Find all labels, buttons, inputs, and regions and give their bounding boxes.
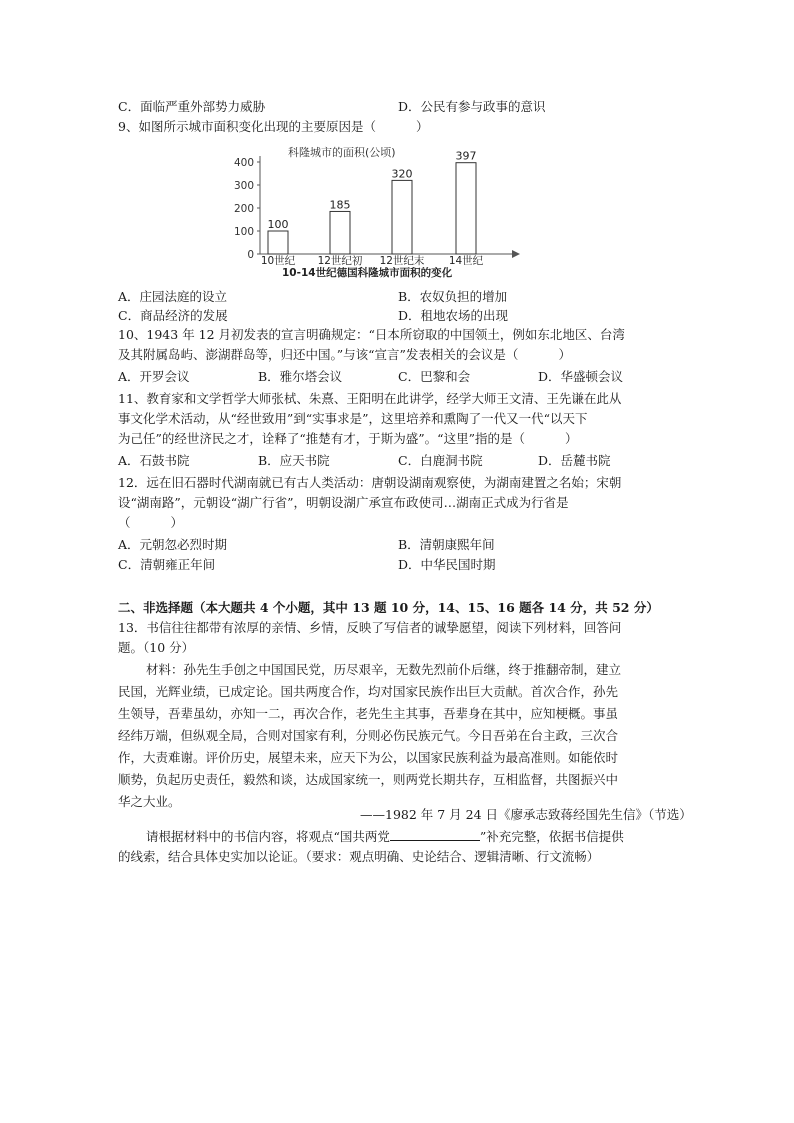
bar-value-label: 100 bbox=[267, 218, 289, 231]
q11-option-b: B．应天书院 bbox=[258, 453, 330, 468]
q12-line3-text: （ bbox=[118, 515, 131, 530]
q12-option-c: C．清朝雍正年间 bbox=[118, 557, 216, 572]
q9-stem-text: 9、如图所示城市面积变化出现的主要原因是（ bbox=[118, 119, 376, 134]
q11-line2: 事文化学术活动，从“经世致用”到“实事求是”，这里培养和熏陶了一代又一代“以天下 bbox=[118, 411, 588, 426]
q10-option-a: A．开罗会议 bbox=[118, 369, 190, 384]
q13-material-line2: 民国，光辉业绩，已成定论。国共两度合作，均对国家民族作出巨大贡献。首次合作，孙先 bbox=[118, 684, 619, 699]
q11-line3-close: ） bbox=[564, 431, 578, 446]
q10-line2 bbox=[118, 346, 571, 364]
q11-option-a: A．石鼓书院 bbox=[118, 453, 190, 468]
q8-option-c: C．面临严重外部势力威胁 bbox=[118, 99, 266, 114]
q10-line2-close: ） bbox=[558, 347, 571, 362]
q10-option-c: C．巴黎和会 bbox=[398, 369, 471, 384]
q13-task-line1 bbox=[146, 828, 624, 846]
section2-heading: 二、非选择题（本大题共 4 个小题，其中 13 题 10 分，14、15、16 题各 14 分，共 52 分） bbox=[118, 600, 659, 615]
bar bbox=[456, 163, 476, 254]
q13-material-line1: 材料：孙先生手创之中国国民党，历尽艰辛，无数先烈前仆后继，终于推翻帝制，建立 bbox=[146, 662, 622, 677]
q9-stem-close: ） bbox=[415, 119, 429, 134]
q10-option-b: B．雅尔塔会议 bbox=[258, 369, 343, 384]
bar-value-label: 397 bbox=[455, 149, 477, 163]
q9-option-b: B．农奴负担的增加 bbox=[398, 289, 508, 304]
x-category-label: 12世纪末 bbox=[379, 255, 425, 267]
bar bbox=[330, 211, 350, 254]
x-axis-arrow bbox=[512, 250, 520, 258]
bar-chart bbox=[222, 142, 522, 282]
q10-line1: 10、1943 年 12 月初发表的宣言明确规定：“日本所窃取的中国领土，例如东北地区、台湾 bbox=[118, 327, 625, 342]
q11-line1: 11、教育家和文学哲学大师张栻、朱熹、王阳明在此讲学，经学大师王文清、王先谦在此从 bbox=[118, 391, 622, 406]
bar bbox=[268, 231, 288, 254]
chart-caption: 10-14世纪德国科隆城市面积的变化 bbox=[282, 267, 453, 279]
q13-line1: 13．书信往往都带有浓厚的亲情、乡情，反映了写信者的诚挚愿望，阅读下列材料，回答问 bbox=[118, 620, 622, 635]
q12-line3-close: ） bbox=[170, 515, 184, 530]
bar bbox=[392, 180, 412, 254]
y-tick-label: 100 bbox=[233, 226, 254, 238]
q11-option-d: D．岳麓书院 bbox=[538, 453, 611, 468]
q9-option-d: D．租地农场的出现 bbox=[398, 308, 509, 323]
q11-line3-text: 为己任”的经世济民之才，诠释了“推楚有才，于斯为盛”。“这里”指的是（ bbox=[118, 431, 525, 446]
q10-option-d: D．华盛顿会议 bbox=[538, 369, 624, 384]
q13-material-line6: 顺势，负起历史责任，毅然和谈，达成国家统一，则两党长期共存，互相监督，共图振兴中 bbox=[118, 772, 619, 787]
q12-line3 bbox=[118, 514, 183, 532]
q9-stem bbox=[118, 118, 428, 136]
y-tick-label: 400 bbox=[233, 157, 254, 169]
q11-option-c: C．白鹿洞书院 bbox=[398, 453, 483, 468]
q8-option-d: D．公民有参与政事的意识 bbox=[398, 99, 546, 114]
q13-line2: 题。（10 分） bbox=[118, 640, 195, 655]
bar-value-label: 185 bbox=[329, 198, 351, 212]
q13-source: ——1982 年 7 月 24 日《廖承志致蒋经国先生信》（节选） bbox=[360, 807, 692, 822]
bar-value-label: 320 bbox=[391, 167, 413, 181]
y-tick-label: 300 bbox=[233, 180, 254, 192]
q12-option-a: A．元朝忽必烈时期 bbox=[118, 537, 228, 552]
q9-option-a: A．庄园法庭的设立 bbox=[118, 289, 228, 304]
q13-task-text: 请根据材料中的书信内容，将观点“国共两党 bbox=[146, 829, 390, 844]
q11-line3 bbox=[118, 430, 577, 448]
q13-task-text-cont: ”补充完整，依据书信提供 bbox=[479, 829, 624, 844]
q12-line1: 12．远在旧石器时代湖南就已有古人类活动：唐朝设湖南观察使，为湖南建置之名始；宋朝 bbox=[118, 475, 622, 490]
q13-material-line7: 华之大业。 bbox=[118, 794, 181, 809]
answer-blank[interactable] bbox=[390, 828, 480, 841]
q10-line2-text: 及其附属岛屿、澎湖群岛等，归还中国。”与该“宣言”发表相关的会议是（ bbox=[118, 347, 519, 362]
q12-line2: 设“湖南路”，元朝设“湖广行省”，明朝设湖广承宣布政使司…湖南正式成为行省是 bbox=[118, 495, 569, 510]
q13-material-line3: 生领导，吾辈虽幼，亦知一二，再次合作，老先生主其事，吾辈身在其中，应知梗概。事虽 bbox=[118, 706, 619, 721]
q9-option-c: C．商品经济的发展 bbox=[118, 308, 228, 323]
q13-material-line5: 作，大责难谢。评价历史，展望未来，应天下为公，以国家民族利益为最高准则。如能依时 bbox=[118, 750, 619, 765]
q12-option-d: D．中华民国时期 bbox=[398, 557, 496, 572]
y-tick-label: 200 bbox=[233, 203, 254, 215]
q12-option-b: B．清朝康熙年间 bbox=[398, 537, 495, 552]
chart-title: 科隆城市的面积(公顷) bbox=[288, 146, 396, 159]
y-tick-label: 0 bbox=[247, 249, 254, 261]
q13-material-line4: 经纬万端，但纵观全局，合则对国家有利，分则必伤民族元气。今日吾弟在台主政，三次合 bbox=[118, 728, 619, 743]
x-category-label: 14世纪 bbox=[448, 255, 484, 267]
x-category-label: 10世纪 bbox=[260, 255, 296, 267]
x-category-label: 12世纪初 bbox=[317, 255, 363, 267]
q13-task-line2: 的线索，结合具体史实加以论证。（要求：观点明确、史论结合、逻辑清晰、行文流畅） bbox=[118, 849, 600, 864]
